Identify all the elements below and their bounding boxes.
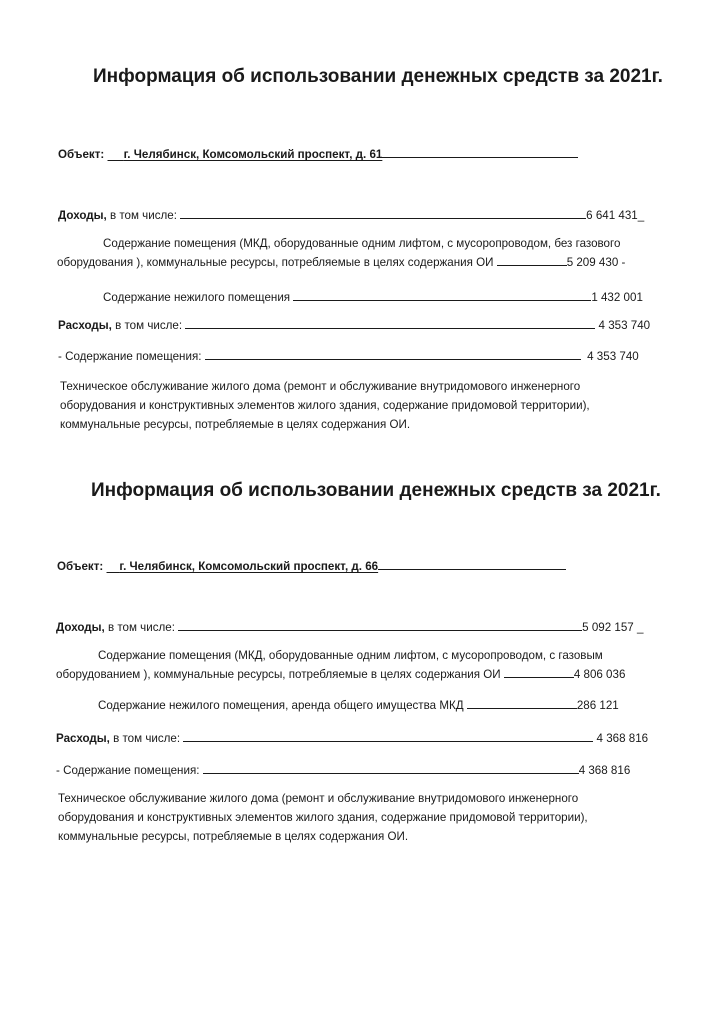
maintenance-paragraph <box>56 646 625 684</box>
fill-line <box>504 666 574 678</box>
maintenance-line-1: Содержание помещения (МКД, оборудованные одним лифтом, с мусоропроводом, с газовым <box>98 649 603 662</box>
description-paragraph <box>60 377 590 434</box>
fill-line <box>185 317 595 329</box>
income-value: 5 092 157 _ <box>582 621 644 634</box>
maintenance-line-2: оборудованием ), коммунальные ресурсы, потребляемые в целях содержания ОИ 4 806 036 <box>56 665 625 684</box>
fill-line <box>467 697 577 709</box>
nonresidential-row <box>98 697 619 713</box>
premises-label: - Содержание помещения: <box>58 350 202 363</box>
description-paragraph <box>58 789 588 846</box>
description-line-3: коммунальные ресурсы, потребляемые в целях содержания ОИ. <box>58 830 409 843</box>
expenses-suffix: в том числе: <box>109 732 181 745</box>
nonresidential-label: Содержание нежилого помещения, аренда общего имущества МКД <box>98 699 464 712</box>
object-row <box>57 558 566 574</box>
premises-value: 4 353 740 <box>587 350 639 363</box>
expenses-label: Расходы, <box>56 732 110 745</box>
income-label: Доходы, <box>58 209 107 222</box>
fill-line <box>382 146 578 158</box>
expenses-label: Расходы, <box>58 319 112 332</box>
premises-row <box>58 348 639 364</box>
object-address: г. Челябинск, Комсомольский проспект, д. 61 <box>123 148 383 161</box>
maintenance-line-1: Содержание помещения (МКД, оборудованные одним лифтом, с мусоропроводом, без газового <box>103 237 621 250</box>
premises-row <box>56 762 630 778</box>
fill-line <box>180 207 586 219</box>
expenses-value: 4 368 816 <box>596 732 649 745</box>
income-suffix: в том числе: <box>104 621 175 634</box>
fill-line <box>378 558 566 570</box>
fill-line <box>178 619 582 631</box>
description-line-2: оборудования и конструктивных элементов жилого здания, содержание придомовой территории), <box>60 399 590 412</box>
object-label: Объект: <box>57 560 104 573</box>
fill-line <box>203 762 579 774</box>
fill-line <box>183 730 593 742</box>
income-value: 6 641 431_ <box>586 209 645 222</box>
maintenance-value: 4 806 036 <box>573 668 626 681</box>
expenses-row <box>56 730 648 746</box>
description-line-2: оборудования и конструктивных элементов жилого здания, содержание придомовой территории), <box>58 811 588 824</box>
maintenance-value: 5 209 430 - <box>566 256 626 269</box>
object-row <box>58 146 578 162</box>
premises-value: 4 368 816 <box>578 764 631 777</box>
income-suffix: в том числе: <box>106 209 177 222</box>
nonresidential-value: 286 121 <box>576 699 619 712</box>
fill-line <box>293 289 591 301</box>
premises-label: - Содержание помещения: <box>56 764 200 777</box>
object-label: Объект: <box>58 148 105 161</box>
maintenance-line-2: оборудования ), коммунальные ресурсы, потребляемые в целях содержания ОИ 5 209 430 - <box>57 253 625 272</box>
nonresidential-label: Содержание нежилого помещения <box>103 291 291 304</box>
income-row <box>58 207 644 223</box>
section-title: Информация об использовании денежных средств за 2021г. <box>91 480 661 501</box>
fill-line <box>205 348 581 360</box>
description-line-3: коммунальные ресурсы, потребляемые в целях содержания ОИ. <box>60 418 411 431</box>
object-address: г. Челябинск, Комсомольский проспект, д. 66 <box>119 560 379 573</box>
income-row <box>56 619 643 635</box>
expenses-suffix: в том числе: <box>111 319 183 332</box>
fill-line <box>497 254 567 266</box>
expenses-value: 4 353 740 <box>598 319 651 332</box>
maintenance-paragraph <box>57 234 625 272</box>
description-line-1: Техническое обслуживание жилого дома (ремонт и обслуживание внутридомового инженерного <box>60 380 581 393</box>
nonresidential-row <box>103 289 643 305</box>
description-line-1: Техническое обслуживание жилого дома (ремонт и обслуживание внутридомового инженерного <box>58 792 579 805</box>
section-title: Информация об использовании денежных средств за 2021г. <box>93 66 663 87</box>
nonresidential-value: 1 432 001 <box>591 291 643 304</box>
income-label: Доходы, <box>56 621 105 634</box>
expenses-row <box>58 317 650 333</box>
